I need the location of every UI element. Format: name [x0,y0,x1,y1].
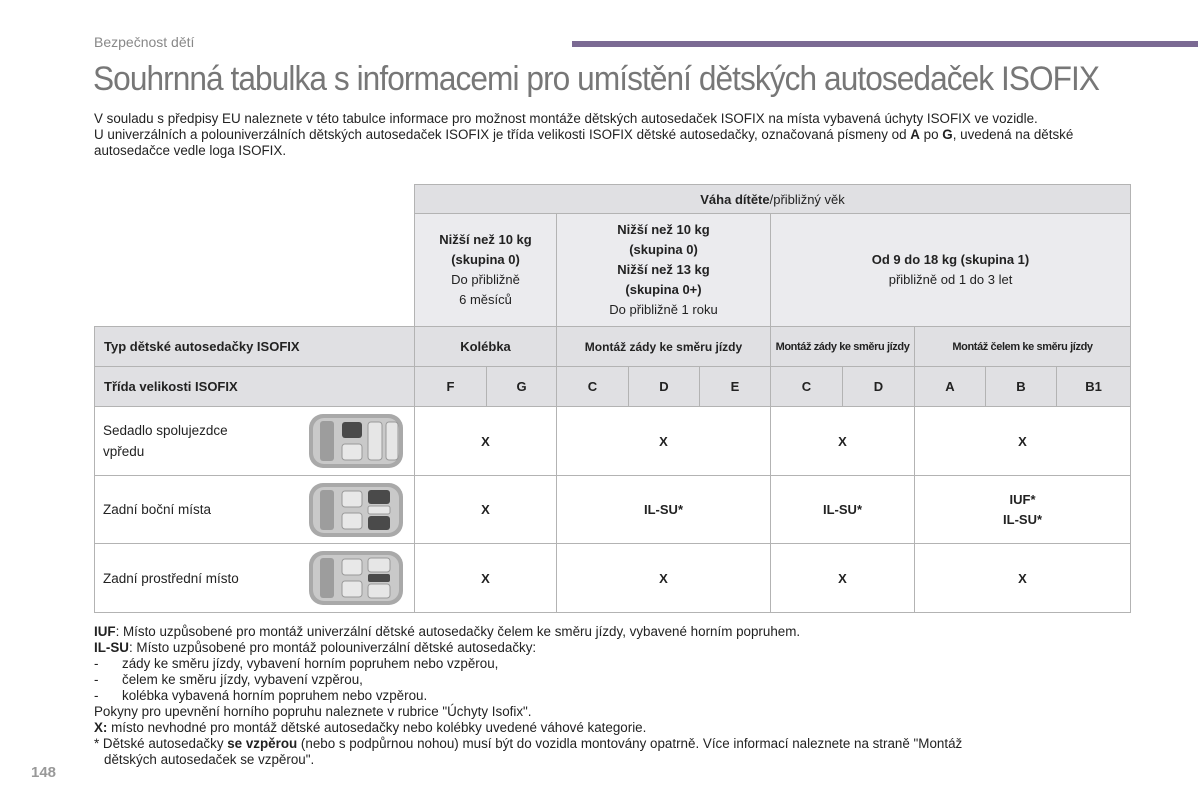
type-cot: Kolébka [415,327,557,367]
footnote-bullet: - čelem ke směru jízdy, vybavení vzpěrou, [94,672,363,687]
car-rear-side-icon [306,479,406,541]
cell-value: X [771,544,915,613]
footnote-x: X: místo nevhodné pro montáž dětské autosedačky nebo kolébky uvedené váhové kategorie. [94,720,647,735]
table-row [95,544,1131,613]
table-row [95,476,1131,544]
footnote-star: * Dětské autosedačky se vzpěrou (nebo s podpůrnou nohou) musí být do vozidla montovány opatrně. Více informací naleznete na straně "Montáž [94,736,963,751]
size-class: A [915,367,986,407]
size-class: C [557,367,629,407]
intro-paragraph-1: V souladu s předpisy EU naleznete v této tabulce informace pro možnost montáže dětských autosedaček ISOFIX na místa vybavená úchyty ISOFIX ve vozidle. [94,111,1038,126]
table-blank-corner [95,185,415,214]
size-class: E [700,367,771,407]
cell-value: IL-SU* [771,476,915,544]
row-label-rear-side: Zadní boční místa [95,476,415,544]
footnotes [94,624,1134,768]
table-row [95,407,1131,476]
size-class: C [771,367,843,407]
group-1-header: Od 9 do 18 kg (skupina 1) přibližně od 1 do 3 let [771,214,1131,327]
weight-header: Váha dítěte/přibližný věk [415,185,1131,214]
group-0-header: Nižší než 10 kg (skupina 0) Do přibližně 6 měsíců [415,214,557,327]
type-forward-facing-g1: Montáž čelem ke směru jízdy [915,327,1131,367]
page-number: 148 [31,764,57,781]
footnote-ilsu: IL-SU: Místo uzpůsobené pro montáž polouniverzální dětské autosedačky: [94,640,537,655]
header-rule [572,41,1198,47]
size-class: B [986,367,1057,407]
footnote-star-cont: dětských autosedaček se vzpěrou". [104,752,315,767]
cell-value: X [415,407,557,476]
type-rear-facing-g0p: Montáž zády ke směru jízdy [557,327,771,367]
footnote-bullet: - zády ke směru jízdy, vybavení horním popruhem nebo vzpěrou, [94,656,499,671]
group-0plus-header: Nižší než 10 kg (skupina 0) Nižší než 13 kg (skupina 0+) Do přibližně 1 roku [557,214,771,327]
table-blank-corner-2 [95,214,415,327]
page-title: Souhrnná tabulka s informacemi pro umístění dětských autosedaček ISOFIX [93,60,1100,98]
row-label-rear-middle: Zadní prostřední místo [95,544,415,613]
cell-value: X [415,544,557,613]
cell-value: X [915,407,1131,476]
cell-value: X [915,544,1131,613]
size-class: F [415,367,487,407]
intro-text [94,111,1134,159]
size-class: D [629,367,700,407]
cell-value: IL-SU* [557,476,771,544]
cell-value: X [557,407,771,476]
cell-value: X [415,476,557,544]
car-front-passenger-icon [306,410,406,472]
size-class: D [843,367,915,407]
cell-value: IUF* IL-SU* [915,476,1131,544]
size-label: Třída velikosti ISOFIX [95,367,415,407]
car-rear-middle-icon [306,547,406,609]
intro-paragraph-2: U univerzálních a polouniverzálních dětských autosedaček ISOFIX je třída velikosti ISOFIX dětské autosedačky, označovaná písmeny od A po G, uvedená na dětské autosedačce vedle loga ISOFIX. [94,127,1074,158]
footnote-bullet: - kolébka vybavená horním popruhem nebo vzpěrou. [94,688,428,703]
footnote-pokyny: Pokyny pro upevnění horního popruhu naleznete v rubrice "Úchyty Isofix". [94,704,532,719]
cell-value: X [557,544,771,613]
type-label: Typ dětské autosedačky ISOFIX [95,327,415,367]
footnote-iuf: IUF: Místo uzpůsobené pro montáž univerzální dětské autosedačky čelem ke směru jízdy, vybavené horním popruhem. [94,624,801,639]
isofix-table [94,184,1131,613]
cell-value: X [771,407,915,476]
section-label: Bezpečnost dětí [94,34,195,50]
size-class: B1 [1057,367,1131,407]
row-label-front-passenger: Sedadlo spolujezdce vpředu [95,407,415,476]
type-rear-facing-g1: Montáž zády ke směru jízdy [771,327,915,367]
size-class: G [487,367,557,407]
